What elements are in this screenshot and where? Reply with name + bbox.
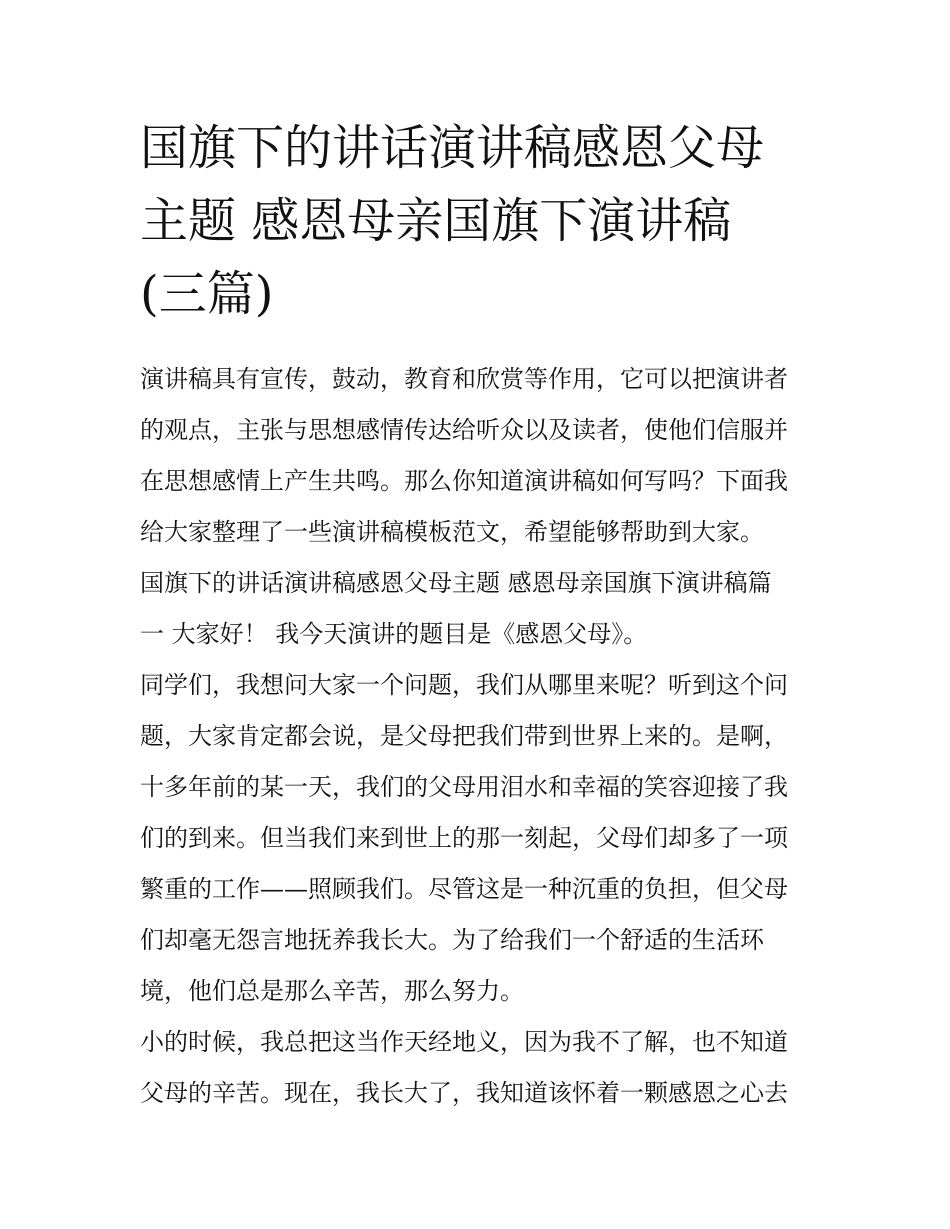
body-line: 演讲稿具有宣传，鼓动，教育和欣赏等作用，它可以把演讲者 bbox=[140, 365, 788, 393]
body-line: 境，他们总是那么辛苦，那么努力。 bbox=[140, 977, 524, 1005]
body-line: 一 大家好！ 我今天演讲的题目是《感恩父母》。 bbox=[140, 620, 648, 648]
title-line: (三篇) bbox=[140, 266, 274, 322]
body-line: 们却毫无怨言地抚养我长大。为了给我们一个舒适的生活环 bbox=[140, 926, 764, 954]
body-line: 十多年前的某一天，我们的父母用泪水和幸福的笑容迎接了我 bbox=[140, 773, 788, 801]
body-line: 同学们，我想问大家一个问题，我们从哪里来呢？听到这个问 bbox=[140, 671, 788, 699]
title-line: 国旗下的讲话演讲稿感恩父母 bbox=[140, 120, 765, 176]
body-line: 在思想感情上产生共鸣。那么你知道演讲稿如何写吗？下面我 bbox=[140, 467, 788, 495]
body-line: 们的到来。但当我们来到世上的那一刻起，父母们却多了一项 bbox=[140, 824, 788, 852]
body-line: 父母的辛苦。现在，我长大了，我知道该怀着一颗感恩之心去 bbox=[140, 1079, 788, 1107]
page-title bbox=[140, 112, 820, 331]
body-line: 小的时候，我总把这当作天经地义，因为我不了解，也不知道 bbox=[140, 1028, 788, 1056]
body-line: 国旗下的讲话演讲稿感恩父母主题 感恩母亲国旗下演讲稿篇 bbox=[140, 569, 772, 597]
title-line: 主题 感恩母亲国旗下演讲稿 bbox=[140, 193, 732, 249]
body-line: 给大家整理了一些演讲稿模板范文，希望能够帮助到大家。 bbox=[140, 518, 764, 546]
body-text bbox=[140, 354, 820, 1119]
body-line: 的观点，主张与思想感情传达给听众以及读者，使他们信服并 bbox=[140, 416, 788, 444]
body-line: 题，大家肯定都会说，是父母把我们带到世界上来的。是啊， bbox=[140, 722, 788, 750]
body-line: 繁重的工作——照顾我们。尽管这是一种沉重的负担，但父母 bbox=[140, 875, 788, 903]
